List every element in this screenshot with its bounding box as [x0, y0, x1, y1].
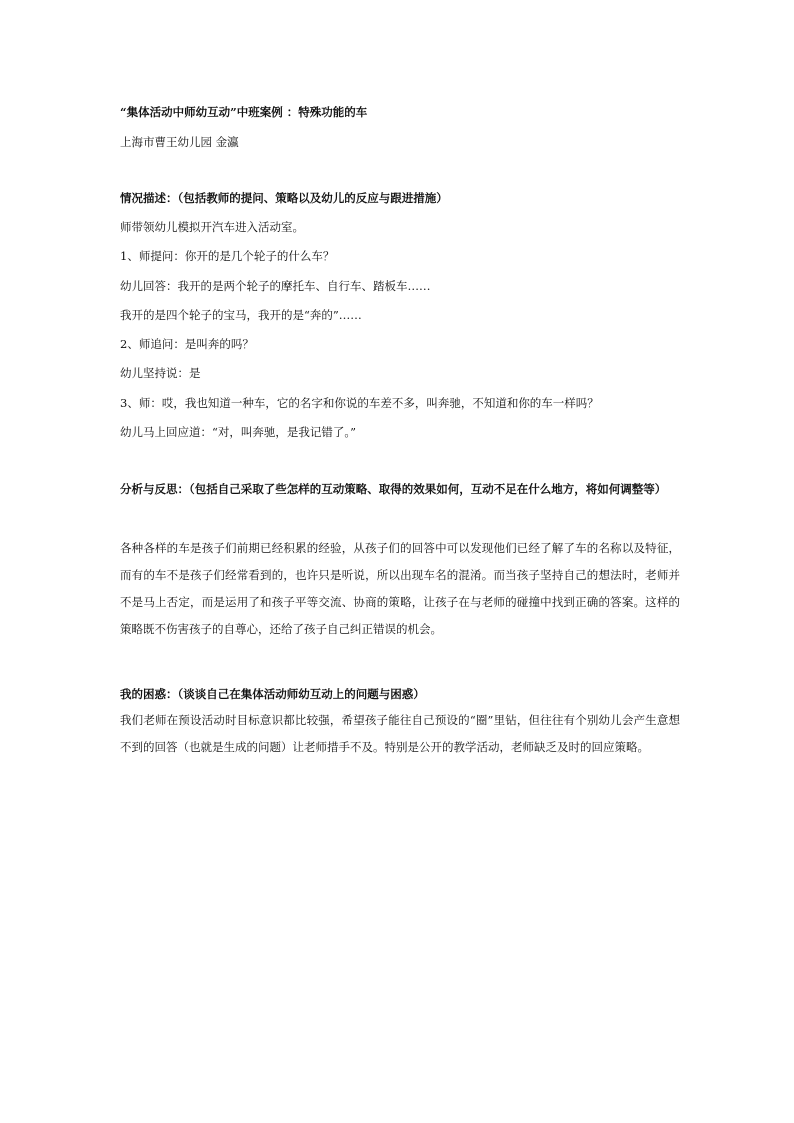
- section2-body: 各种各样的车是孩子们前期已经积累的经验，从孩子们的回答中可以发现他们已经了解了车的名称以及特征，而有的车不是孩子们经常看到的，也许只是听说，所以出现车名的混淆。而当孩子坚持自己的想法时，老师并不是马上否定，而是运用了和孩子平等交流、协商的策略，让孩子在与老师的碰撞中找到正确的答案。这样的策略既不伤害孩子的自尊心，还给了孩子自己纠正错误的机会。: [120, 541, 680, 636]
- section1-heading: 情况描述：（包括教师的提问、策略以及幼儿的反应与跟进措施）: [120, 191, 448, 205]
- section1-line: 2、师追问：是叫奔的吗？: [120, 337, 254, 351]
- section1-line: 幼儿马上回应道：“对，叫奔驰，是我记错了。”: [120, 425, 357, 439]
- section1-line: 3、师：哎，我也知道一种车，它的名字和你说的车差不多，叫奔驰，不知道和你的车一样吗？: [120, 396, 599, 410]
- section3-body: 我们老师在预设活动时目标意识都比较强，希望孩子能往自己预设的“圈”里钻，但往往有个别幼儿会产生意想不到的回答（也就是生成的问题）让老师措手不及。特别是公开的教学活动，老师缺乏及时的回应策略。: [120, 713, 680, 754]
- section1-line: 我开的是四个轮子的宝马，我开的是“奔的”……: [120, 308, 362, 322]
- section2-heading: 分析与反思：（包括自己采取了些怎样的互动策略、取得的效果如何，互动不足在什么地方，将如何调整等）: [120, 482, 667, 496]
- doc-author: 上海市曹王幼儿园 金瀛: [120, 135, 239, 149]
- section1-line: 幼儿回答：我开的是两个轮子的摩托车、自行车、踏板车……: [120, 279, 431, 293]
- section3-heading: 我的困惑：（谈谈自己在集体活动师幼互动上的问题与困惑）: [120, 687, 425, 701]
- section1-line: 师带领幼儿模拟开汽车进入活动室。: [120, 220, 304, 234]
- doc-title: “集体活动中师幼互动”中班案例 ：特殊功能的车: [120, 105, 368, 119]
- section1-line: 幼儿坚持说：是: [120, 366, 201, 380]
- section1-line: 1、师提问：你开的是几个轮子的什么车？: [120, 249, 335, 263]
